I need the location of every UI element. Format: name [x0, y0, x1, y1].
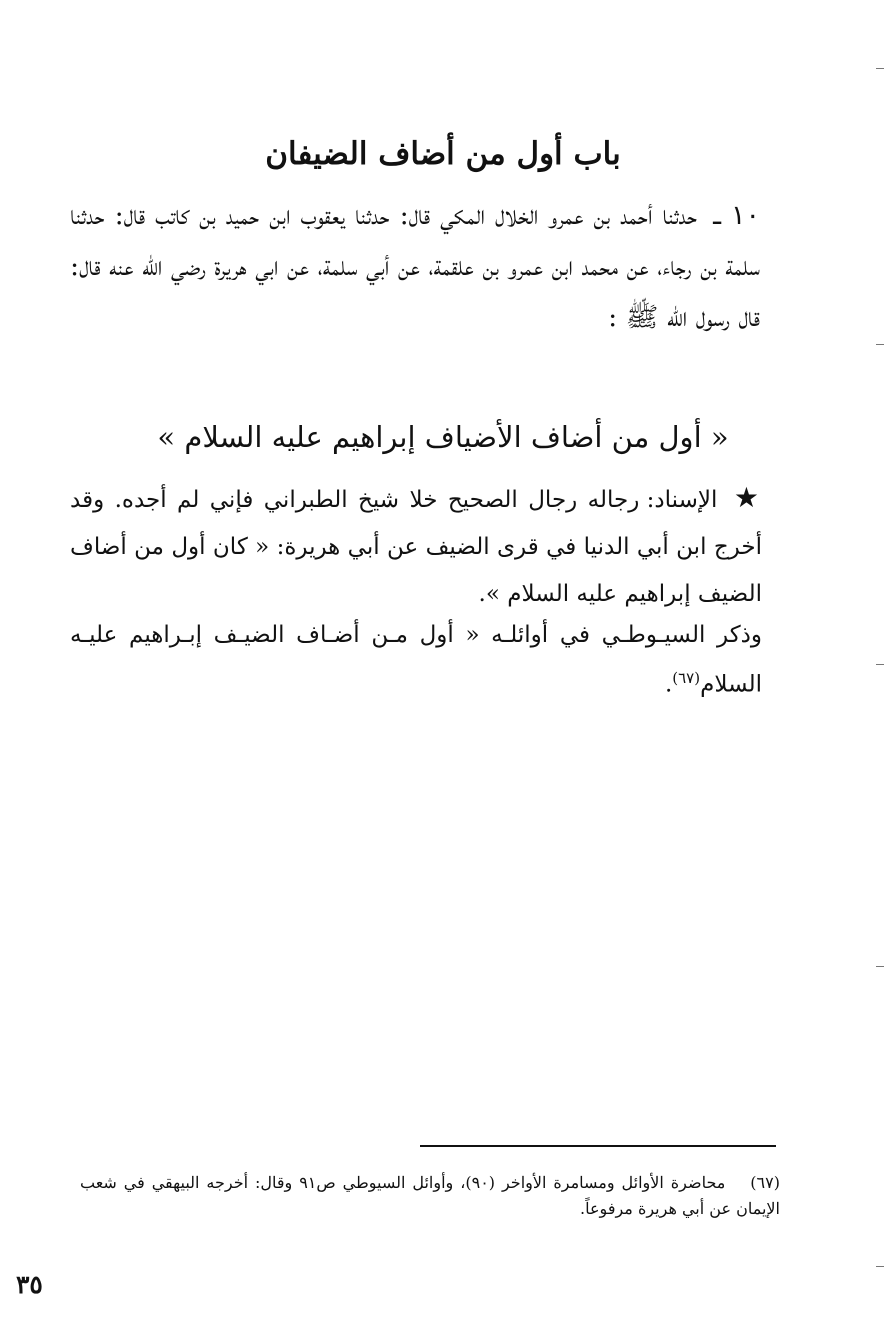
hadith-body: حدثنا أحمد بن عمرو الخلال المكي قال: حدثنا يعقوب ابن حميد بن كاتب قال: حدثنا سلمة بن رجاء، عن محمد ابن عمرو بن علقمة، عن أبي سلمة، عن ابي هريرة رضي الله عنه قال: قال رسول الله ﷺ : [70, 200, 760, 333]
chapter-heading: باب أول من أضاف الضيفان [265, 136, 621, 172]
footnote-divider [420, 1145, 776, 1147]
page-number: ٣٥ [16, 1270, 43, 1299]
scan-margin-mark [876, 68, 884, 69]
hadith-text [70, 190, 760, 343]
commentary-text-1: الإسناد: رجاله رجال الصحيح خلا شيخ الطبراني فإني لم أجده. وقد أخرج ابن أبي الدنيا في قرى الضيف عن أبي هريرة: « كان أول من أضاف الضيف إبراهيم عليه السلام ». [70, 487, 762, 607]
scan-margin-mark [876, 966, 884, 967]
commentary-end: . [664, 671, 673, 698]
commentary-text-2: وذكر السيـوطـي في أوائلـه « أول مـن أضـاف الضيـف إبـراهيم عليـه السلام [70, 622, 762, 698]
commentary-paragraph-2 [70, 614, 762, 707]
scan-margin-mark [876, 664, 884, 665]
hadith-quote: « أول من أضاف الأضياف إبراهيم عليه السلام » [157, 420, 729, 454]
scan-margin-mark [876, 1266, 884, 1267]
footnote-reference: (٦٧) [672, 669, 701, 687]
scan-margin-mark [876, 344, 884, 345]
footnote-text: محاضرة الأوائل ومسامرة الأواخر (٩٠)، وأوائل السيوطي ص٩١ وقال: أخرجه البيهقي في شعب الإيمان عن أبي هريرة مرفوعاً. [80, 1173, 780, 1218]
hadith-number: ١٠ ـ [713, 200, 760, 231]
star-icon: ★ [733, 481, 763, 514]
commentary-paragraph-1 [70, 474, 762, 618]
footnote-number: (٦٧) [750, 1173, 780, 1192]
footnote [80, 1170, 780, 1222]
